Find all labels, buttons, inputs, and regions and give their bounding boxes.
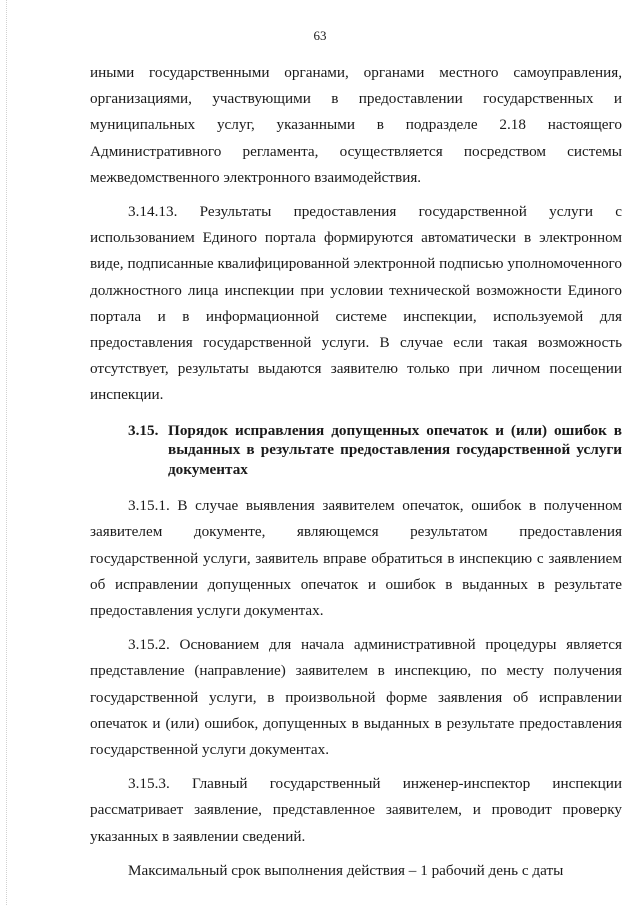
paragraph-continuation: иными государственными органами, органами местного самоуправления, организациями, участвующими в предоставлении государственных и муниципальных услуг, указанными в подразделе 2.18 настоящего Административного регламента, осуществляется посредством системы межведомственного электронного взаимодействия. <box>90 64 622 186</box>
section-number: 3.15. <box>128 421 159 439</box>
section-title: Порядок исправления допущенных опечаток и (или) ошибок в выданных в результате предоставления государственной услуги документах <box>168 421 622 478</box>
scan-edge <box>0 0 7 905</box>
paragraph-3-15-3: 3.15.3. Главный государственный инженер-инспектор инспекции рассматривает заявление, представленное заявителем, и проводит проверку указанных в заявлении сведений. <box>90 775 622 845</box>
paragraph-3-15-2: 3.15.2. Основанием для начала административной процедуры является представление (направление) заявителем в инспекцию, по месту получения государственной услуги, в произвольной форме заявления об исправлении опечаток и (или) ошибок, допущенных в выданных в результате предоставления государственной услуги документах. <box>90 636 622 758</box>
page-number: 63 <box>313 28 327 43</box>
page-content <box>90 60 622 884</box>
paragraph-3-14-13: 3.14.13. Результаты предоставления государственной услуги с использованием Единого портала формируются автоматически в электронном виде, подписанные квалифицированной электронной подписью уполномоченного должностного лица инспекции при условии технической возможности Единого портала и в информационной системе инспекции, используемой для предоставления государственной услуги. В случае если такая возможность отсутствует, результаты выдаются заявителю только при личном посещении инспекции. <box>90 203 622 404</box>
paragraph-3-15-1: 3.15.1. В случае выявления заявителем опечаток, ошибок в полученном заявителем документе, являющемся результатом предоставления государственной услуги, заявитель вправе обратиться в инспекцию с заявлением об исправлении допущенных опечаток и ошибок в выданных в результате предоставления услуги документах. <box>90 497 622 619</box>
section-heading-3-15 <box>90 421 622 480</box>
paragraph-deadline: Максимальный срок выполнения действия – 1 рабочий день с даты <box>128 861 564 879</box>
